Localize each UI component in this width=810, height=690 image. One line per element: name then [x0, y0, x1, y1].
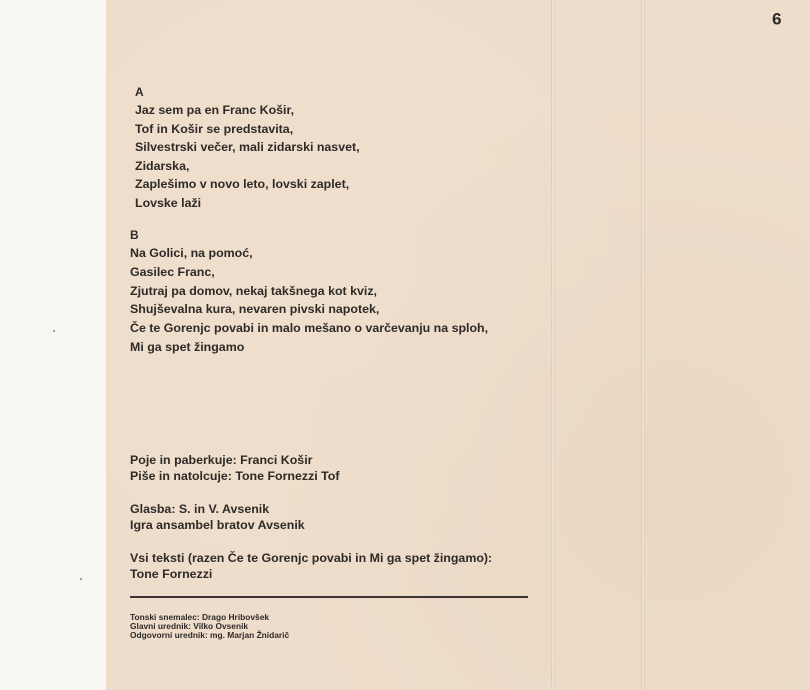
track-item: Silvestrski večer, mali zidarski nasvet, — [135, 140, 360, 155]
divider-rule — [130, 596, 528, 598]
lyrics-credit-name: Tone Fornezzi — [130, 567, 213, 581]
band-credit: Igra ansambel bratov Avsenik — [130, 518, 305, 532]
writer-credit: Piše in natolcuje: Tone Fornezzi Tof — [130, 469, 340, 483]
lyrics-credit-line: Vsi teksti (razen Če te Gorenjc povabi in Mi ga spet žingamo): — [130, 551, 493, 565]
fold-line — [551, 0, 555, 690]
fold-line — [641, 0, 645, 690]
track-item: Zidarska, — [135, 158, 190, 173]
track-item: Lovske laži — [135, 195, 202, 210]
music-credits — [130, 501, 550, 533]
track-item: Če te Gorenjc povabi in malo mešano o varčevanju na sploh, — [130, 321, 489, 336]
author-credits — [130, 452, 550, 484]
side-b-label: B — [130, 228, 139, 242]
credits — [130, 452, 550, 599]
track-item: Na Golici, na pomoć, — [130, 246, 253, 260]
lyrics-credits — [130, 550, 550, 582]
track-item: Mi ga spet žingamo — [130, 339, 245, 354]
speck — [53, 330, 55, 332]
side-b — [130, 229, 530, 357]
side-b-track-list — [130, 244, 530, 357]
music-credit: Glasba: S. in V. Avsenik — [130, 502, 270, 516]
production-credits — [130, 613, 289, 640]
track-item: Jaz sem pa en Franc Košir, — [135, 103, 295, 117]
sound-engineer-credit: Tonski snemalec: Drago Hribovšek — [130, 612, 270, 622]
side-a — [135, 86, 535, 213]
responsible-editor-credit: Odgovorni urednik: mg. Marjan Žnidarič — [130, 630, 290, 640]
speck — [80, 578, 82, 580]
track-item: Tof in Košir se predstavita, — [135, 121, 294, 136]
side-a-track-list — [135, 101, 535, 213]
scan-margin — [0, 0, 106, 690]
track-item: Zaplešimo v novo leto, lovski zaplet, — [135, 177, 350, 192]
track-item: Gasilec Franc, — [130, 264, 215, 279]
editor-in-chief-credit: Glavni urednik: Vilko Ovsenik — [130, 621, 249, 631]
track-item: Zjutraj pa domov, nekaj takšnega kot kviz, — [130, 283, 377, 298]
side-a-label: A — [135, 85, 144, 99]
track-item: Shujševalna kura, nevaren pivski napotek, — [130, 302, 380, 317]
page-number: 9 — [772, 9, 782, 28]
performer-credit: Poje in paberkuje: Franci Košir — [130, 453, 313, 467]
